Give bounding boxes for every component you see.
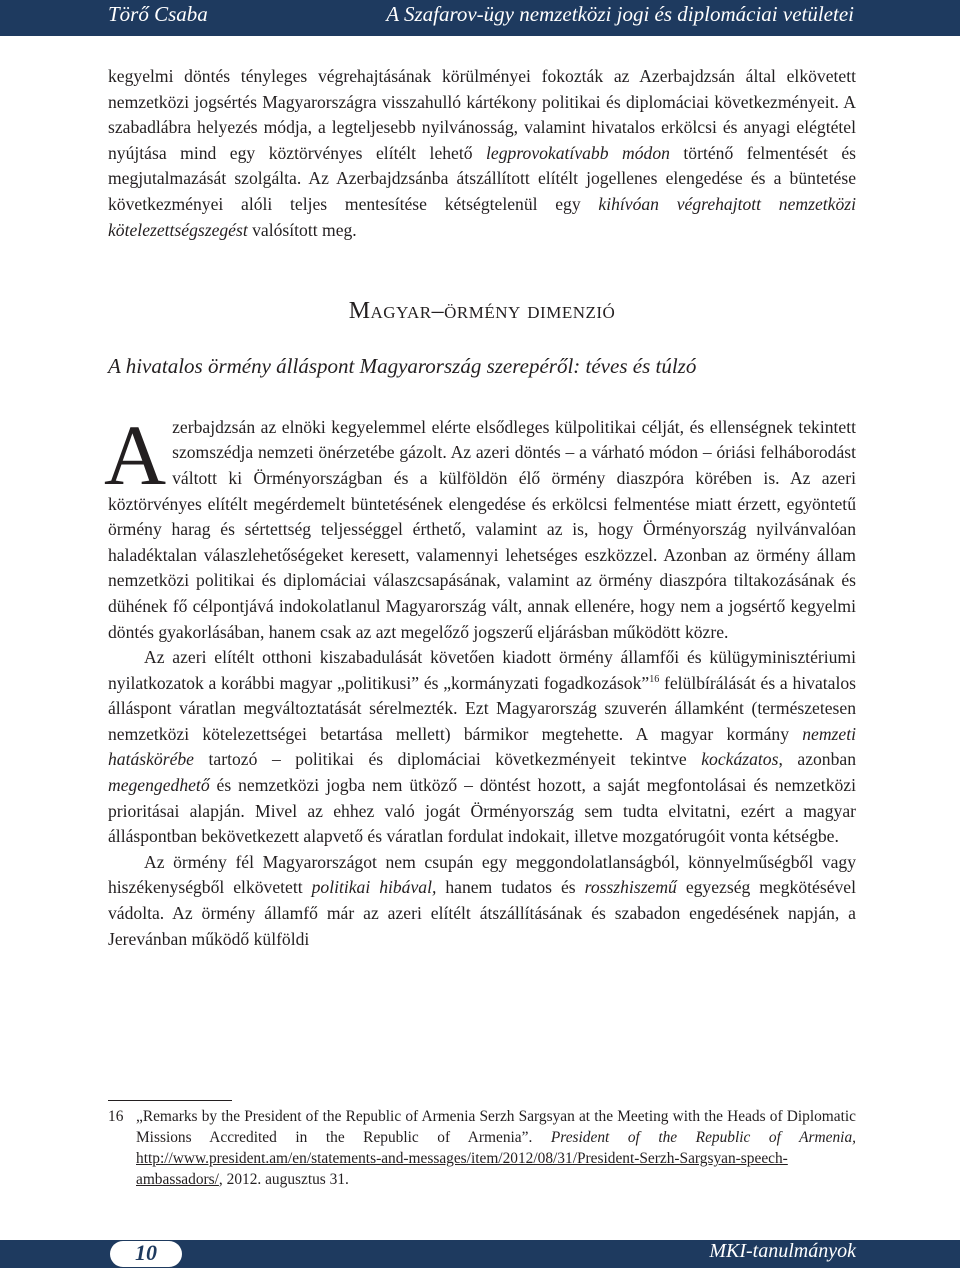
header-title: A Szafarov-ügy nemzetközi jogi és diplomáciai vetületei xyxy=(386,2,854,26)
paragraph-1-text: zerbajdzsán az elnöki kegyelemmel elérte elsődleges külpolitikai célját, és ellenségnek tekintett szomszédja nemzeti önérzetébe gázolt. Az azeri döntés – a várható módon – óriási felháborodást váltott ki Örményországban és a külföldön élő örmény diaszpóra körében is. Az azeri köztörvényes elítélt megérdemelt büntetésének elengedése és erkölcsi felmentése miatt érzett, egyöntetű örmény harag és sértettség teljességgel érthető, valamint az is, hogy Örményország nyilvánvalóan haladéktalan válaszlehetőségeket keresett, valamennyi lehetséges eszközzel. Azonban az örmény állam nemzetközi politikai és diplomáciai válaszcsapásának, valamint az örmény diaszpóra tiltakozásának és dühének fő célpontjává indokolatlanul Magyarország vált, annak ellenére, hogy nem a jogsértő kegyelmi döntés gyakorlásában, hanem csak az azt megelőző jogszerű eljárásban működött közre. xyxy=(108,416,856,642)
footnote-text xyxy=(136,1106,856,1190)
section-heading-dash: – xyxy=(431,298,445,325)
paragraph-3-italic-1: politikai hibával, xyxy=(311,877,437,898)
page-number: 10 xyxy=(135,1240,157,1265)
footnote-divider xyxy=(108,1100,232,1101)
header-author: Törő Csaba xyxy=(108,2,208,26)
intro-italic-1: legprovokatívabb módon xyxy=(486,142,670,163)
section-subheading: A hivatalos örmény álláspont Magyarország szerepéről: téves és túlzó xyxy=(108,353,697,378)
footnote-date: , 2012. augusztus 31. xyxy=(218,1171,349,1188)
intro-paragraph xyxy=(108,64,856,243)
paragraph-2 xyxy=(108,645,856,850)
page-footer xyxy=(0,1240,960,1268)
section-heading xyxy=(108,299,856,325)
paragraph-3-text-1: Az örmény fél Magyarországot nem csupán egy meggondolatlanságból, könnyelműségből vagy hiszékenységből elkövetett xyxy=(108,851,856,898)
footnote xyxy=(108,1106,856,1190)
paragraph-2-text-1: Az azeri elítélt otthoni kiszabadulását követően kiadott örmény államfői és külügyminisztériumi nyilatkozatok a korábbi magyar „politikusi” és „kormányzati fogadkozások” xyxy=(108,647,856,693)
section-heading-part-1: Magyar xyxy=(348,298,432,325)
paragraph-3 xyxy=(108,850,856,952)
paragraph-3-text-3: egyezség megkötésével vádolta. Az örmény államfő már az azeri elítélt átszállításának és szabadon engedésének napján, a Jerevánban működő külföldi xyxy=(108,877,856,949)
drop-cap: A xyxy=(104,406,167,503)
paragraph-3-text-2: hanem tudatos és xyxy=(436,877,585,898)
paragraph-2-text-2: felülbírálását és a hivatalos álláspont váratlan megváltoztatását sérelmezték. Ezt Magyarország szuverén államként (természetesen nemzetközi kötelezettségei betartása mellett) bármikor megtehette. A magyar kormány xyxy=(108,672,856,744)
section-heading-part-2: örmény dimenzió xyxy=(444,298,616,325)
paragraph-1 xyxy=(104,406,856,645)
page-number-badge xyxy=(110,1241,182,1267)
paragraph-2-italic-1: nemzeti hatáskörébe xyxy=(108,723,856,770)
paragraph-2-text-4: , azonban xyxy=(778,749,856,770)
paragraph-2-italic-2: kockázatos xyxy=(701,749,779,770)
intro-text-2: történő felmentését és megjutalmazását szolgálta. Az Azerbajdzsánba átszállított elítélt jogellenes elengedése és a büntetése következményei alóli teljes mentesítése kétségtelenül egy xyxy=(108,142,856,214)
running-header xyxy=(0,0,960,36)
paragraph-3-italic-2: rosszhiszemű xyxy=(584,877,677,898)
footnote-link[interactable]: http://www.president.am/en/statements-and-messages/item/2012/08/31/President-Serzh-Sargsyan-speech-ambassadors/ xyxy=(136,1150,788,1188)
article-body xyxy=(104,64,856,952)
footnote-citation: „Remarks by the President of the Republic of Armenia Serzh Sargsyan at the Meeting with the Heads of Diplomatic Missions Accredited in the Republic of Armenia”. xyxy=(136,1108,856,1146)
intro-text-3: valósított meg. xyxy=(247,219,357,240)
footnote-source: President of the Republic of Armenia, xyxy=(550,1129,857,1146)
footnote-reference[interactable]: 16 xyxy=(649,673,660,685)
footnote-number: 16 xyxy=(108,1108,124,1125)
paragraph-2-text-3: tartozó – politikai és diplomáciai következményeit tekintve xyxy=(194,749,702,770)
paragraph-2-text-5: és nemzetközi jogba nem ütköző – döntést hozott, a saját megfontolásai és nemzetközi prioritásai alapján. Mivel az ehhez való jogát Örményország sem tudta elvitatni, ezért a magyar álláspontban bekövetkezett alapvető és váratlan fordulat indokait, illetve mozgatórugóit vonta kétségbe. xyxy=(108,775,856,847)
intro-italic-2: kihívóan végrehajtott nemzetközi kötelezettségszegést xyxy=(108,193,856,240)
journal-name: MKI-tanulmányok xyxy=(709,1240,856,1262)
intro-text-1: kegyelmi döntés tényleges végrehajtásának körülményei fokozták az Azerbajdzsán által elkövetett nemzetközi jogsértés Magyarországra visszahulló kártékony politikai és diplomáciai következményeit. A szabadlábra helyezés módja, a legteljesebb nyilvánosság, valamint hivatalos erkölcsi és anyagi elégtétel nyújtása mind egy köztörvényes elítélt lehető xyxy=(108,66,856,163)
paragraph-2-italic-3: megengedhető xyxy=(108,775,210,796)
